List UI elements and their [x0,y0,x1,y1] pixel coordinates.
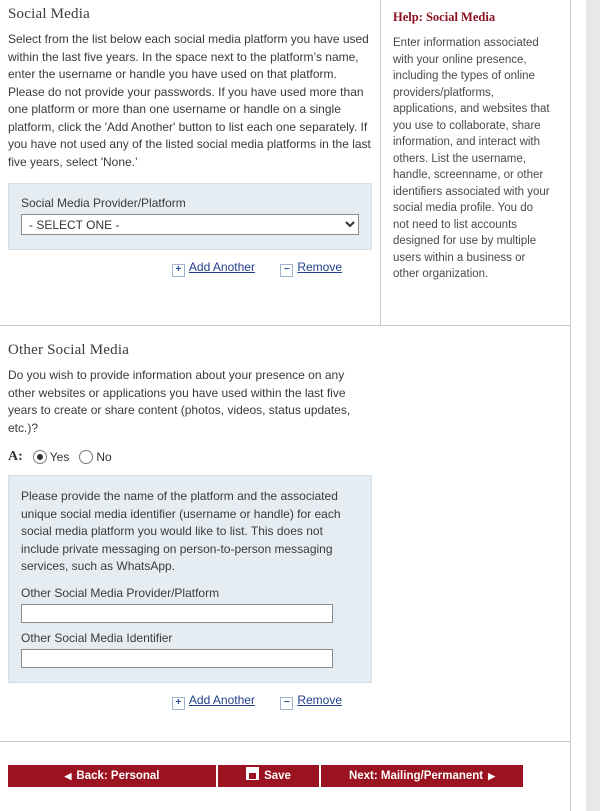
next-button[interactable] [321,765,523,787]
back-button-label: Back: Personal [76,770,160,782]
other-provider-input[interactable] [21,604,333,623]
back-button[interactable] [8,765,216,787]
radio-no-control[interactable] [79,450,93,464]
plus-icon: + [172,697,185,710]
add-another-button-other[interactable] [172,693,255,710]
help-body: Enter information associated with your online presence, including the types of online providers/platforms, applications, and websites that you use to collaborate, share information, and interact with others. List the username, handle, screenname, or other identifiers associated with your social media profile. You do not need to list accounts designed for use by multiple users within a business or other organization. [393,37,550,280]
help-prefix: Help: [393,10,423,24]
other-social-media-section [0,336,380,710]
other-social-media-title: Other Social Media [8,342,130,358]
social-media-section [0,0,380,277]
other-provider-label: Other Social Media Provider/Platform [21,585,220,600]
other-identifier-label: Other Social Media Identifier [21,630,173,645]
social-media-provider-label: Social Media Provider/Platform [21,196,186,210]
minus-icon: − [280,697,293,710]
add-another-button[interactable] [172,260,255,277]
help-topic: Social Media [425,10,496,24]
footer-divider [0,741,571,742]
page-title: Social Media [8,6,90,22]
answer-prefix: A: [8,449,23,464]
minus-icon: − [280,264,293,277]
scrollbar-track[interactable] [586,0,600,811]
remove-label: Remove [297,260,342,274]
section-divider [0,325,571,326]
next-button-label: Next: Mailing/Permanent [348,770,484,782]
radio-no[interactable] [79,450,111,464]
remove-label-other: Remove [297,692,342,707]
other-social-media-row-actions [8,689,372,710]
radio-no-label: No [96,450,112,464]
footer-button-bar [8,765,563,787]
radio-yes-control[interactable] [33,450,47,464]
other-social-media-panel [8,475,372,683]
right-arrow-icon: ▶ [488,771,496,781]
social-media-row-actions [8,256,372,277]
other-identifier-input[interactable] [21,649,333,668]
help-title [393,10,550,25]
answer-row [8,449,372,465]
help-panel [380,0,560,325]
remove-button[interactable] [280,260,342,277]
other-social-media-panel-text: Please provide the name of the platform and the associated unique social media identifier (username or handle) for each social media platform you would like to list. This does not include private messaging on person-to-person messaging services, such as WhatsApp. [21,489,341,573]
left-arrow-icon: ◀ [64,771,72,781]
other-social-media-question: Do you wish to provide information about your presence on any other websites or applications you have used within the last five years to create or share content (photos, videos, status updates, etc.)? [8,368,351,435]
add-another-label: Add Another [188,260,255,274]
bottom-strip [0,797,571,811]
save-button[interactable] [218,765,319,787]
social-media-provider-panel [8,183,372,250]
add-another-label-other: Add Another [188,692,255,707]
radio-yes-label: Yes [49,450,70,464]
social-media-instructions: Select from the list below each social media platform you have used within the last five years. In the space next to the platform’s name, enter the username or handle you have used on that platform. Please do not provide your passwords. If you have used more than one platform or more than one username or handle on a single platform, click the 'Add Another' button to list each one separately. If you have not used any of the listed social media platforms in the last five years, select 'None.’ [8,32,371,169]
radio-yes[interactable] [33,450,70,464]
remove-button-other[interactable] [280,693,342,710]
social-media-provider-select[interactable] [21,214,359,235]
right-rail [570,0,600,811]
plus-icon: + [172,264,185,277]
floppy-disk-icon [246,767,259,780]
save-button-label: Save [264,770,291,782]
